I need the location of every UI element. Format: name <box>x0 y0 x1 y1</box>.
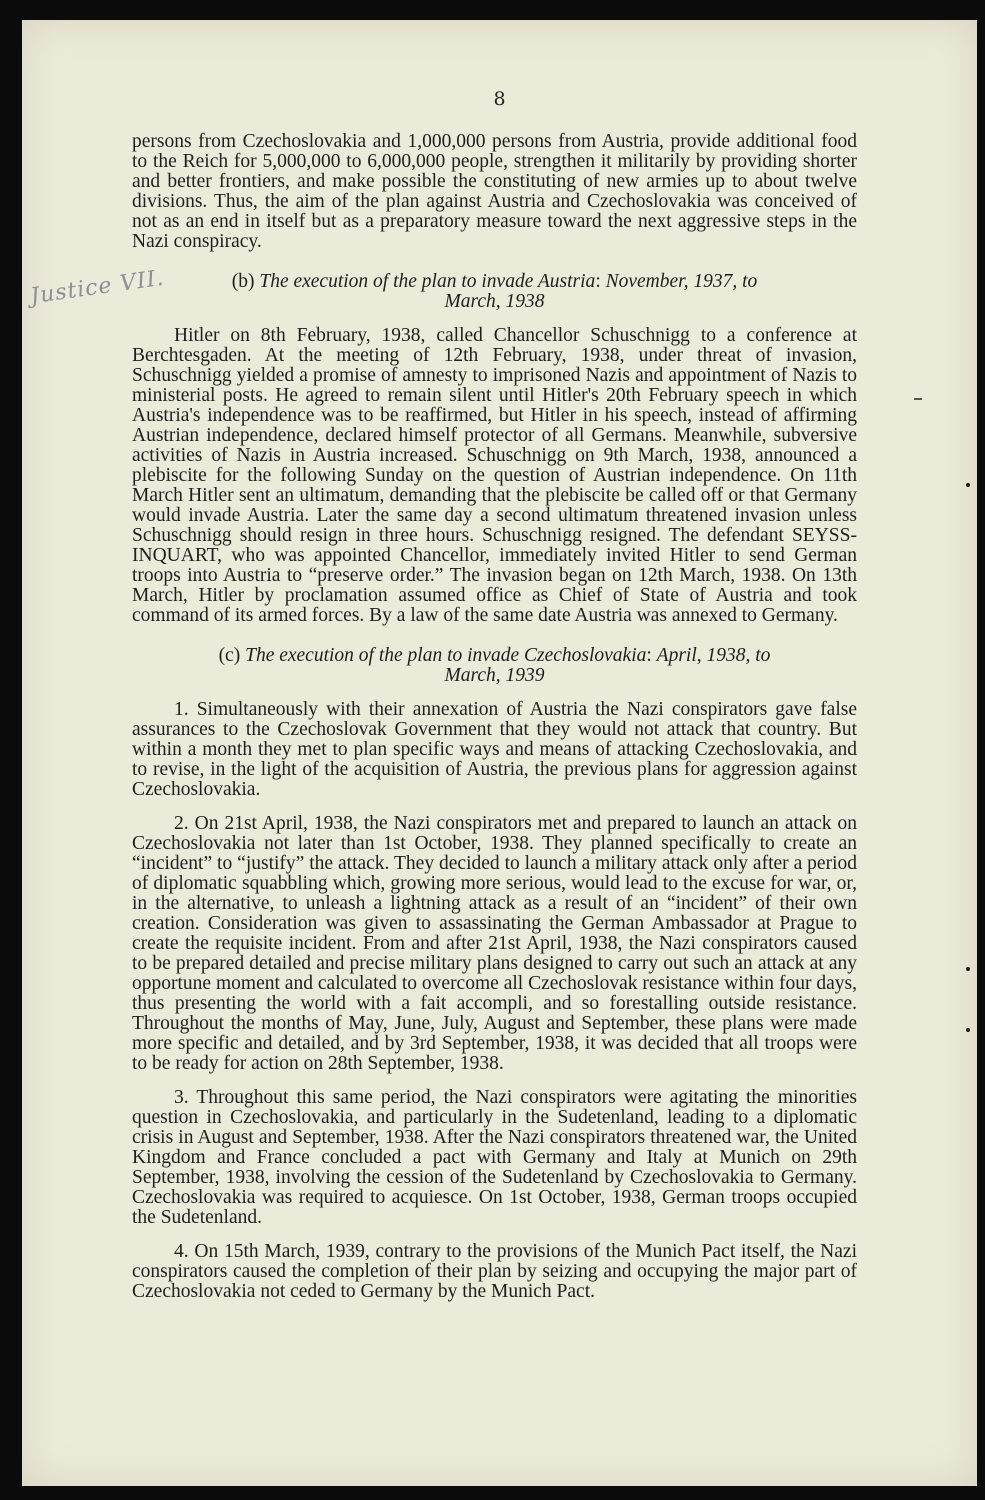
heading-b-date-end: March, 1938 <box>444 291 545 312</box>
heading-c-label: (c) <box>218 645 246 666</box>
paragraph-austria: Hitler on 8th February, 1938, called Chancellor Schuschnigg to a conference at Berchtesgaden. At the meeting of 12th February, 1938, under threat of invasion, Schuschnigg yielded a promise of amnesty to imprisoned Nazis and appointment of Nazis to ministerial posts. He agreed to remain silent until Hitler's 20th February speech in which Austria's independence was to be reaffirmed, but Hitler in his speech, instead of affirming Austrian independence, declared himself protector of all Germans. Meanwhile, subversive activities of Nazis in Austria increased. Schuschnigg on 9th March, 1938, announced a plebiscite for the following Sunday on the question of Austrian independence. On 11th March Hitler sent an ultimatum, demanding that the plebiscite be called off or that Germany would invade Austria. Later the same day a second ultimatum threatened invasion unless Schuschnigg should resign in three hours. Schuschnigg resigned. The defendant SEYSS-INQUART, who was appointed Chancellor, immediately invited Hitler to send German troops into Austria to “preserve order.” The invasion began on 12th March, 1938. On 13th March, Hitler by proclamation assumed office as Chief of State of Austria and took command of its armed forces. By a law of the same date Austria was annexed to Germany. <box>132 325 857 626</box>
margin-dot <box>966 967 970 971</box>
heading-c-date-end: March, 1939 <box>444 665 545 686</box>
margin-dot <box>966 483 970 487</box>
paragraph-continuation: persons from Czechoslovakia and 1,000,000 persons from Austria, provide additional food to the Reich for 5,000,000 to 6,000,000 people, strengthen it militarily by providing shorter and better frontiers, and make possible the constituting of new armies up to about twelve divisions. Thus, the aim of the plan against Austria and Czechoslovakia was conceived of not as an end in itself but as a preparatory measure toward the next aggressive steps in the Nazi conspiracy. <box>132 131 857 252</box>
paragraph-item-2: 2. On 21st April, 1938, the Nazi conspirators met and prepared to launch an attack on Czechoslovakia not later than 1st October, 1938. They planned specifically to create an “incident” to “justify” the attack. They decided to launch a military attack only after a period of diplomatic squabbling which, growing more serious, would lead to the excuse for war, or, in the alternative, to unleash a lightning attack as a result of an “incident” of their own creation. Consideration was given to assassinating the German Ambassador at Prague to create the requisite incident. From and after 21st April, 1938, the Nazi conspirators caused to be prepared detailed and precise military plans designed to carry out such an attack at any opportune moment and calculated to overcome all Czechoslovak resistance within four days, thus presenting the world with a fait accompli, and so forestalling outside resistance. Throughout the months of May, June, July, August and September, these plans were made more specific and detailed, and by 3rd September, 1938, it was decided that all troops were to be ready for action on 28th September, 1938. <box>132 813 857 1074</box>
paragraph-item-4: 4. On 15th March, 1939, contrary to the provisions of the Munich Pact itself, the Nazi conspirators caused the completion of their plan by seizing and occupying the major part of Czechoslovakia not ceded to Germany by the Munich Pact. <box>132 1241 857 1302</box>
heading-b-label: (b) <box>231 271 260 292</box>
heading-c-separator: : <box>646 645 657 666</box>
heading-b-separator: : <box>595 271 606 292</box>
section-heading-c <box>132 646 857 686</box>
heading-c-date-start: April, 1938, to <box>656 645 771 666</box>
paragraph-item-1: 1. Simultaneously with their annexation of Austria the Nazi conspirators gave false assurances to the Czechoslovak Government that they would not attack that country. But within a month they met to plan specific ways and means of attacking Czechoslovakia, and to revise, in the light of the acquisition of Austria, the previous plans for aggression against Czechoslovakia. <box>132 699 857 800</box>
margin-mark <box>914 398 922 400</box>
paragraph-item-3: 3. Throughout this same period, the Nazi conspirators were agitating the minorities question in Czechoslovakia, and particularly in the Sudetenland, leading to a diplomatic crisis in August and September, 1938. After the Nazi conspirators threatened war, the United Kingdom and France concluded a pact with Germany and Italy at Munich on 29th September, 1938, involving the cession of the Sudetenland by Czechoslovakia to Germany. Czechoslovakia was required to acquiesce. On 1st October, 1938, German troops occupied the Sudetenland. <box>132 1087 857 1228</box>
page-number: 8 <box>493 88 506 110</box>
heading-c-title: The execution of the plan to invade Czechoslovakia <box>245 645 647 666</box>
body-text <box>132 132 857 1302</box>
handwritten-margin-note: Justice VII. <box>28 265 166 310</box>
heading-b-title: The execution of the plan to invade Austria <box>259 271 596 292</box>
heading-b-date-start: November, 1937, to <box>605 271 758 292</box>
section-heading-b <box>132 272 857 312</box>
margin-dot <box>966 1028 970 1032</box>
document-page <box>22 20 977 1486</box>
